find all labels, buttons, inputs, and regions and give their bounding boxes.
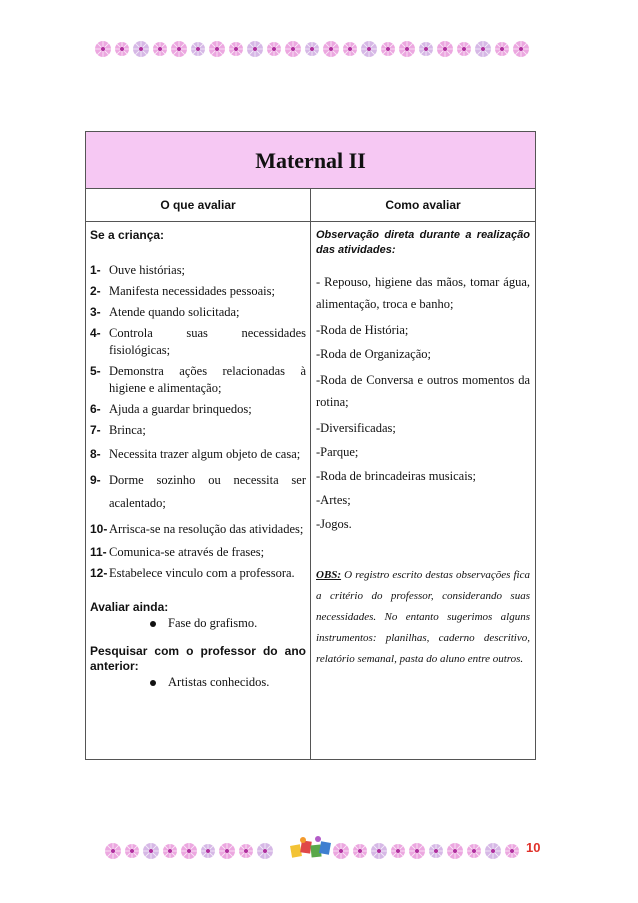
- item-number: 8-: [90, 447, 101, 461]
- list-item: [90, 325, 306, 359]
- flower-icon: [495, 42, 509, 56]
- list-item: [150, 615, 306, 632]
- list-item: [90, 422, 306, 439]
- flower-icon: [371, 843, 387, 859]
- flower-icon: [181, 843, 197, 859]
- bullet-icon: [150, 680, 156, 686]
- item-number: 12-: [90, 566, 108, 580]
- flower-icon: [191, 42, 205, 56]
- column-header-how: Como avaliar: [385, 198, 461, 212]
- item-text: Ouve histórias;: [109, 263, 186, 277]
- flower-icon: [95, 41, 111, 57]
- item-text: Comunica-se através de frases;: [109, 545, 265, 559]
- flower-icon: [457, 42, 471, 56]
- list-item: [150, 674, 306, 691]
- flower-icon: [247, 41, 263, 57]
- list-item: [90, 443, 306, 466]
- flower-icon: [437, 41, 453, 57]
- item-text: Dorme sozinho ou necessita ser acalentado;: [109, 473, 306, 510]
- list-item: -Roda de brincadeiras musicais;: [316, 469, 477, 483]
- flower-icon: [201, 844, 215, 858]
- obs-text: O registro escrito destas observações fica a critério do professor, considerando suas necessidades. No entanto sugerimos alguns instrumentos: planilhas, caderno descritivo, relatório semanal, pasta do aluno entre outros.: [316, 569, 530, 665]
- flower-icon: [143, 843, 159, 859]
- item-number: 6-: [90, 402, 101, 416]
- flower-icon: [399, 41, 415, 57]
- flower-border-icon: [0, 34, 638, 64]
- page-title: Maternal II: [255, 148, 366, 173]
- flower-icon: [153, 42, 167, 56]
- list-item: -Roda de História;: [316, 323, 409, 337]
- method-list: [316, 271, 530, 533]
- list-item: [90, 565, 306, 582]
- flower-icon: [171, 41, 187, 57]
- flower-icon: [285, 41, 301, 57]
- flower-icon: [467, 844, 481, 858]
- bullet-icon: [150, 621, 156, 627]
- flower-icon: [361, 41, 377, 57]
- pesquisar-label: Pesquisar com o professor do ano anterior:: [90, 644, 306, 673]
- list-item: [90, 518, 306, 541]
- flower-icon: [163, 844, 177, 858]
- item-text: Estabelece vinculo com a professora.: [109, 566, 295, 580]
- obs-note: [316, 565, 530, 670]
- list-item: [90, 544, 306, 561]
- item-text: Arrisca-se na resolução das atividades;: [109, 522, 304, 536]
- item-number: 5-: [90, 364, 101, 378]
- flower-icon: [209, 41, 225, 57]
- flower-icon: [505, 844, 519, 858]
- item-text: Demonstra ações relacionadas à higiene e alimentação;: [109, 364, 306, 395]
- flower-icon: [419, 42, 433, 56]
- item-text: Necessita trazer algum objeto de casa;: [109, 447, 301, 461]
- list-item: - Repouso, higiene das mãos, tomar água, alimentação, troca e banho;: [316, 275, 530, 311]
- avaliar-bullet-text: Fase do grafismo.: [168, 616, 258, 630]
- flower-icon: [267, 42, 281, 56]
- kids-letters-logo-icon: [289, 835, 333, 863]
- top-flower-border: [0, 34, 638, 64]
- list-item: [90, 469, 306, 515]
- list-item: [90, 262, 306, 279]
- item-text: Atende quando solicitada;: [109, 305, 240, 319]
- flower-icon: [229, 42, 243, 56]
- criteria-list: [90, 262, 306, 582]
- list-item: -Parque;: [316, 445, 359, 459]
- flower-icon: [105, 843, 121, 859]
- flower-icon: [485, 843, 501, 859]
- flower-icon: [323, 41, 339, 57]
- list-item: -Jogos.: [316, 517, 352, 531]
- flower-icon: [333, 843, 349, 859]
- left-column: [90, 228, 306, 691]
- obs-label: OBS:: [316, 569, 342, 581]
- flower-icon: [391, 844, 405, 858]
- flower-icon: [115, 42, 129, 56]
- list-item: -Diversificadas;: [316, 421, 396, 435]
- page-number: 10: [526, 840, 541, 855]
- avaliar-label: Avaliar ainda:: [90, 600, 169, 614]
- item-text: Manifesta necessidades pessoais;: [109, 284, 275, 298]
- column-divider: [310, 222, 311, 759]
- flower-icon: [305, 42, 319, 56]
- flower-icon: [429, 844, 443, 858]
- flower-icon: [513, 41, 529, 57]
- item-number: 11-: [90, 545, 107, 559]
- list-item: -Roda de Organização;: [316, 347, 431, 361]
- list-item: [90, 304, 306, 321]
- flower-icon: [133, 41, 149, 57]
- item-number: 9-: [90, 473, 101, 487]
- item-text: Ajuda a guardar brinquedos;: [109, 402, 252, 416]
- column-header-what: O que avaliar: [86, 189, 311, 221]
- flower-icon: [475, 41, 491, 57]
- flower-icon: [219, 843, 235, 859]
- left-intro: Se a criança:: [90, 228, 165, 242]
- item-number: 4-: [90, 326, 101, 340]
- pesquisar-bullet-text: Artistas conhecidos.: [168, 675, 270, 689]
- list-item: -Roda de Conversa e outros momentos da rotina;: [316, 373, 530, 409]
- flower-icon: [447, 843, 463, 859]
- evaluation-table: [85, 131, 536, 760]
- item-number: 10-: [90, 522, 108, 536]
- list-item: -Artes;: [316, 493, 351, 507]
- right-column: [316, 228, 530, 670]
- item-number: 2-: [90, 284, 101, 298]
- observation-heading: Observação direta durante a realização das atividades:: [316, 229, 530, 256]
- item-number: 1-: [90, 263, 101, 277]
- item-number: 7-: [90, 423, 101, 437]
- item-text: Brinca;: [109, 423, 146, 437]
- list-item: [90, 283, 306, 300]
- flower-icon: [257, 843, 273, 859]
- flower-icon: [343, 42, 357, 56]
- flower-icon: [409, 843, 425, 859]
- list-item: [90, 401, 306, 418]
- flower-icon: [125, 844, 139, 858]
- flower-icon: [353, 844, 367, 858]
- list-item: [90, 363, 306, 397]
- table-title-cell: [86, 132, 535, 189]
- item-number: 3-: [90, 305, 101, 319]
- item-text: Controla suas necessidades fisiológicas;: [109, 326, 306, 357]
- flower-icon: [381, 42, 395, 56]
- flower-icon: [239, 844, 253, 858]
- table-header-row: [86, 189, 535, 222]
